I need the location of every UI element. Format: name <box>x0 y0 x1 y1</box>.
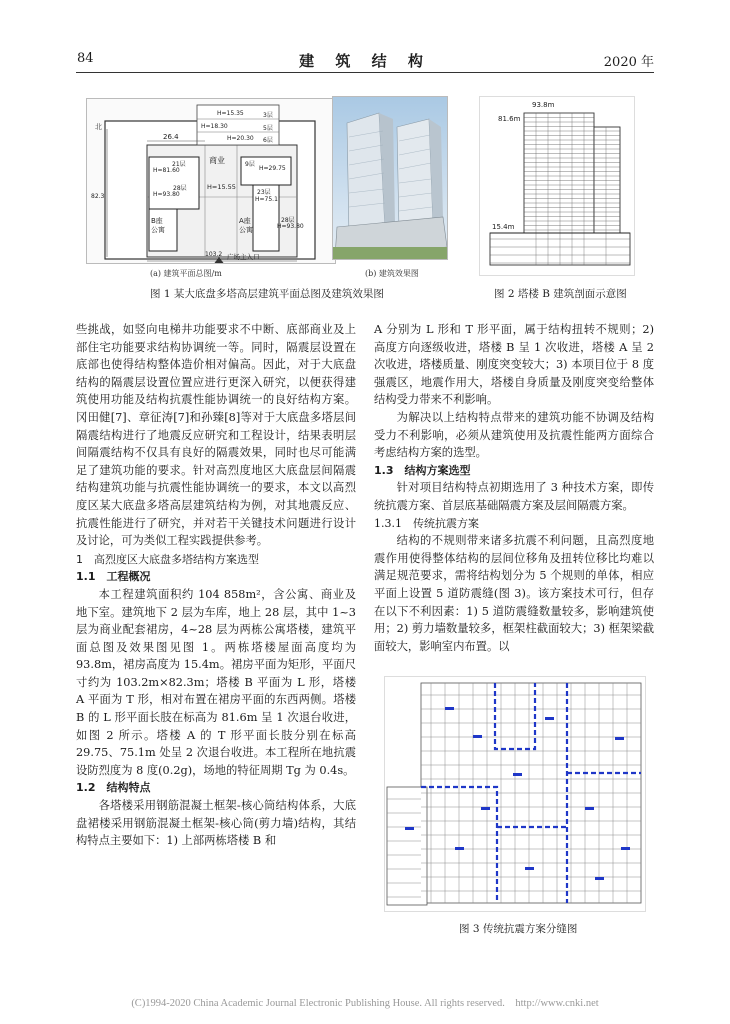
journal-title: 建 筑 结 构 <box>299 52 431 70</box>
page-number: 84 <box>77 51 94 66</box>
figure1-site-plan <box>86 98 336 264</box>
paragraph-three-schemes: 针对项目结构特点初期选用了 3 种技术方案，即传统抗震方案、首层底基础隔震方案及层间隔震方案。 <box>374 481 654 512</box>
figure1b-subcaption: (b) 建筑效果图 <box>365 269 419 278</box>
plan-label-floors-28b: 28层 <box>281 217 295 224</box>
figure1a-subcaption: (a) 建筑平面总图/m <box>150 269 222 278</box>
plan-label-h-a1: H=15.35 <box>217 110 244 117</box>
plan-label-tower-a: A座 公寓 <box>239 217 253 234</box>
right-column <box>374 321 654 655</box>
header-rule <box>76 72 654 73</box>
section-heading-1-3-1: 1.3.1 传统抗震方案 <box>374 516 479 530</box>
section-heading-1-3: 1.3 结构方案选型 <box>374 463 471 477</box>
plan-label-floors-21: 21层 <box>172 161 186 168</box>
paragraph-structure-features: 各塔楼采用钢筋混凝土框架-核心筒结构体系，大底盘裙楼采用钢筋混凝土框架-核心筒(剪力墙)结构，其结构特点主要如下：1) 上部两栋塔楼 B 和 <box>76 799 356 848</box>
plan-label-h-29: H=29.75 <box>259 165 286 172</box>
plan-label-floors-23: 23层 <box>257 189 271 196</box>
section-heading-1: 1 高烈度区大底盘多塔结构方案选型 <box>76 552 259 566</box>
paragraph-traditional-scheme: 结构的不规则带来诸多抗震不利问题，且高烈度地震作用使得整体结构的层间位移角及扭转位移比均难以满足规范要求，需将结构划分为 5 个规则的单体，相应平面上设置 5 道防震缝(图 3)。该方案技术可行，但存在以下不利因素：1) 5 道防震缝数量较多，影响建筑使用；2) 剪力墙数量较多，框架柱截面较大；3) 框架梁截面较大，影响室内布置。以 <box>374 534 654 653</box>
paragraph-intro-cont: 些挑战，如竖向电梯井功能要求不中断、底部商业及上部住宅功能要求结构协调统一等。同时，隔震层设置在底部也使得结构整体造价相对偏高。因此，对于大底盘结构的隔震层设置位置应进行更深入研究，以便获得建筑使用功能及结构抗震性能协调统一的良好结构方案。冈田健[7]、章征涛[7]和孙臻[8]等对于大底盘多塔层间隔震结构进行了地震反应研究和工程设计，结果表明层间隔震结构不仅具有良好的隔震效果，同时也尽可能满足了建筑功能的要求。针对高烈度地区大底盘层间隔震结构建筑功能与抗震性能协调统一的要求，本文以高烈度区某大底盘多塔高层建筑结构为例，对其地震反应、抗震性能进行了研究，并对若干关键技术问题进行设计及讨论，可为类似工程实践提供参考。 <box>76 323 356 548</box>
figure1-rendering <box>332 96 448 260</box>
plan-label-h-75: H=75.1 <box>255 196 278 203</box>
paragraph-solution-need: 为解决以上结构特点带来的建筑功能不协调及结构受力不利影响，必须从建筑使用及抗震性能两方面综合考虑结构方案的选型。 <box>374 410 654 460</box>
plan-label-floors-5: 5层 <box>263 125 273 132</box>
plan-label-dim-side: 82.3 <box>91 193 105 200</box>
paragraph-project-overview: 本工程建筑面积约 104 858m²，含公寓、商业及地下室。建筑地下 2 层为车库，地上 28 层，其中 1~3 层为商业配套裙房，4~28 层为两栋公寓塔楼，建筑平面总图及效果图见图 1。两栋塔楼屋面高度均为 93.8m，裙房高度为 15.4m。裙房平面为矩形，平面尺寸约为 103.2m×82.3m；塔楼 B 平面为 L 形，塔楼 A 平面为 T 形，相对布置在裙房平面的东西两侧。塔楼 B 的 L 形平面长肢在标高为 81.6m 呈 1 次退台收进，如图 2 所示。塔楼 A 的 T 形平面长肢分别在标高 29.75、75.1m 处呈 2 次退台收进。本工程所在地抗震设防烈度为 8 度(0.2g)，场地的特征周期 Tg 为 0.4s。 <box>76 587 356 777</box>
figure1-caption: 图 1 某大底盘多塔高层建筑平面总图及建筑效果图 <box>150 288 384 300</box>
plan-label-dim-bottom: 103.2 <box>205 251 223 258</box>
paragraph-features-cont: A 分别为 L 形和 T 形平面，属于结构扭转不规则；2) 高度方向逐级收进，塔楼 B 呈 1 次收进，塔楼 A 呈 2 次收进，塔楼质量、刚度突变较大；3) 本项目位于 8 度强震区，地震作用大，塔楼自身质量及刚度突变给整体结构受力带来不利影响。 <box>374 323 654 407</box>
section-heading-1-1: 1.1 工程概况 <box>76 570 151 584</box>
figure3-joint-plan <box>384 676 646 912</box>
left-column <box>76 321 356 850</box>
plan-label-floors-6: 6层 <box>263 137 273 144</box>
figure2-caption: 图 2 塔楼 B 建筑剖面示意图 <box>494 288 627 300</box>
section-label-mid: 81.6m <box>498 115 521 123</box>
plan-label-h-podium: H=15.55 <box>207 183 236 191</box>
plan-label-h-93b: H=93.80 <box>277 223 304 230</box>
plan-label-shop: 商业 <box>209 156 225 165</box>
section-label-top: 93.8m <box>532 101 555 109</box>
plan-label-tower-b: B座 公寓 <box>151 217 165 234</box>
figure2-section <box>479 96 635 276</box>
plan-label-floors-28a: 28层 <box>173 185 187 192</box>
section-heading-1-2: 1.2 结构特点 <box>76 781 151 795</box>
plan-label-floors-3: 3层 <box>263 112 273 119</box>
plan-label-entrance: 广场主入口 <box>227 253 260 261</box>
plan-label-h-a2: H=18.30 <box>201 123 228 130</box>
plan-label-h-93a: H=93.80 <box>153 191 180 198</box>
plan-label-dim-top: 26.4 <box>163 133 179 141</box>
plan-label-h-81: H=81.60 <box>153 167 180 174</box>
tower-rendering-image <box>333 97 448 260</box>
joint-plan-drawing <box>385 677 646 912</box>
journal-year: 2020 年 <box>603 55 654 70</box>
section-label-low: 15.4m <box>492 223 515 231</box>
copyright-footer: (C)1994-2020 China Academic Journal Electronic Publishing House. All rights reserved. http://www.cnki.net <box>131 998 599 1009</box>
plan-label-floors-9: 9层 <box>245 161 255 168</box>
tower-section-drawing <box>480 97 635 276</box>
plan-label-h-a3: H=20.30 <box>227 135 254 142</box>
figure3-caption: 图 3 传统抗震方案分缝图 <box>459 923 578 935</box>
svg-text:北: 北 <box>95 123 102 131</box>
